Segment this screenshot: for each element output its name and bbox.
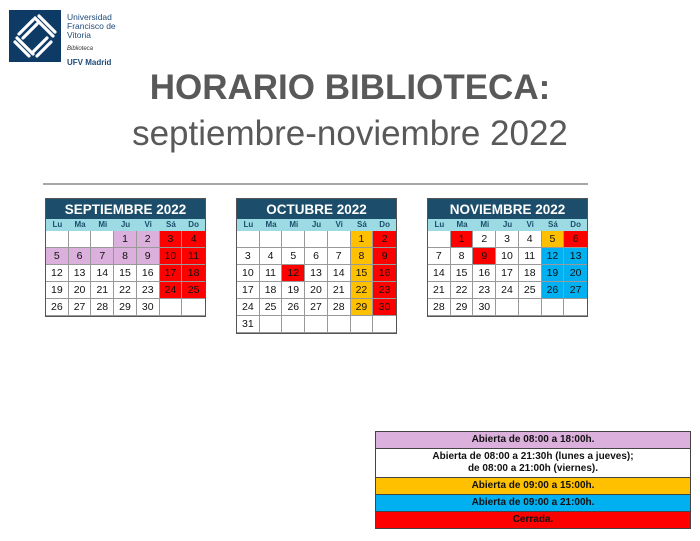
day-cell: 11 <box>260 265 283 282</box>
legend-item-white <box>376 449 690 478</box>
day-cell: 1 <box>114 231 137 248</box>
legend-item-purple <box>376 432 690 449</box>
empty-day-cell <box>351 316 374 333</box>
day-cell: 19 <box>542 265 565 282</box>
empty-day-cell <box>542 299 565 316</box>
empty-day-cell <box>328 231 351 248</box>
day-cell: 23 <box>473 282 496 299</box>
empty-day-cell <box>496 299 519 316</box>
day-cell: 13 <box>305 265 328 282</box>
weekday-header: Ma <box>69 219 92 231</box>
calendar-october <box>236 198 397 334</box>
weekday-header: Lu <box>237 219 260 231</box>
day-cell: 17 <box>237 282 260 299</box>
weekday-header: Sá <box>351 219 374 231</box>
weekday-header: Ju <box>496 219 519 231</box>
day-cell: 13 <box>564 248 587 265</box>
day-cell: 9 <box>473 248 496 265</box>
calendar-title: OCTUBRE 2022 <box>237 199 396 219</box>
calendar-title: NOVIEMBRE 2022 <box>428 199 587 219</box>
day-cell: 7 <box>428 248 451 265</box>
weekday-header: Mi <box>473 219 496 231</box>
day-cell: 6 <box>564 231 587 248</box>
weekday-header: Do <box>564 219 587 231</box>
day-cell: 3 <box>496 231 519 248</box>
day-cell: 26 <box>542 282 565 299</box>
day-cell: 31 <box>237 316 260 333</box>
day-cell: 20 <box>305 282 328 299</box>
day-cell: 16 <box>137 265 160 282</box>
day-cell: 20 <box>564 265 587 282</box>
day-cell: 1 <box>351 231 374 248</box>
empty-day-cell <box>91 231 114 248</box>
day-cell: 16 <box>473 265 496 282</box>
day-cell: 28 <box>328 299 351 316</box>
day-cell: 29 <box>114 299 137 316</box>
day-cell: 11 <box>182 248 205 265</box>
day-cell: 24 <box>160 282 183 299</box>
legend-text: Abierta de 09:00 a 21:00h. <box>471 497 595 508</box>
day-cell: 7 <box>328 248 351 265</box>
day-cell: 25 <box>182 282 205 299</box>
day-cell: 29 <box>351 299 374 316</box>
university-name <box>67 13 116 67</box>
day-cell: 27 <box>305 299 328 316</box>
day-cell: 5 <box>282 248 305 265</box>
day-cell: 22 <box>451 282 474 299</box>
day-cell: 18 <box>260 282 283 299</box>
title-divider <box>43 183 588 185</box>
calendar-grid <box>46 219 205 316</box>
day-cell: 14 <box>91 265 114 282</box>
day-cell: 29 <box>451 299 474 316</box>
weekday-header: Vi <box>519 219 542 231</box>
weekday-header: Ma <box>260 219 283 231</box>
weekday-header: Sá <box>542 219 565 231</box>
day-cell: 3 <box>160 231 183 248</box>
legend-text: Abierta de 08:00 a 18:00h. <box>471 434 595 445</box>
empty-day-cell <box>373 316 396 333</box>
day-cell: 24 <box>496 282 519 299</box>
day-cell: 18 <box>182 265 205 282</box>
day-cell: 27 <box>564 282 587 299</box>
empty-day-cell <box>519 299 542 316</box>
day-cell: 21 <box>328 282 351 299</box>
day-cell: 5 <box>542 231 565 248</box>
day-cell: 26 <box>46 299 69 316</box>
day-cell: 6 <box>305 248 328 265</box>
logo-line-1: Universidad <box>67 12 112 22</box>
empty-day-cell <box>564 299 587 316</box>
day-cell: 30 <box>137 299 160 316</box>
day-cell: 11 <box>519 248 542 265</box>
logo-biblioteca: Biblioteca <box>67 46 94 52</box>
day-cell: 27 <box>69 299 92 316</box>
legend-text: Abierta de 09:00 a 15:00h. <box>471 480 595 491</box>
empty-day-cell <box>328 316 351 333</box>
calendar-grid <box>237 219 396 333</box>
empty-day-cell <box>305 231 328 248</box>
day-cell: 14 <box>428 265 451 282</box>
day-cell: 4 <box>260 248 283 265</box>
day-cell: 8 <box>351 248 374 265</box>
day-cell: 12 <box>46 265 69 282</box>
day-cell: 28 <box>91 299 114 316</box>
day-cell: 28 <box>428 299 451 316</box>
weekday-header: Lu <box>428 219 451 231</box>
weekday-header: Ju <box>114 219 137 231</box>
logo-line-2: Francisco de <box>67 21 116 31</box>
empty-day-cell <box>182 299 205 316</box>
day-cell: 13 <box>69 265 92 282</box>
day-cell: 22 <box>351 282 374 299</box>
day-cell: 17 <box>160 265 183 282</box>
calendar-november <box>427 198 588 317</box>
day-cell: 19 <box>282 282 305 299</box>
empty-day-cell <box>69 231 92 248</box>
day-cell: 26 <box>282 299 305 316</box>
day-cell: 9 <box>373 248 396 265</box>
day-cell: 30 <box>373 299 396 316</box>
empty-day-cell <box>237 231 260 248</box>
weekday-header: Ju <box>305 219 328 231</box>
day-cell: 15 <box>114 265 137 282</box>
empty-day-cell <box>282 231 305 248</box>
day-cell: 30 <box>473 299 496 316</box>
ufv-logo-icon <box>9 10 61 62</box>
day-cell: 2 <box>137 231 160 248</box>
day-cell: 24 <box>237 299 260 316</box>
empty-day-cell <box>428 231 451 248</box>
day-cell: 12 <box>542 248 565 265</box>
legend-text-2: de 08:00 a 21:00h (viernes). <box>467 463 599 474</box>
day-cell: 21 <box>91 282 114 299</box>
weekday-header: Vi <box>137 219 160 231</box>
empty-day-cell <box>305 316 328 333</box>
logo-line-3: Vitoria <box>67 30 91 40</box>
calendar-title: SEPTIEMBRE 2022 <box>46 199 205 219</box>
weekday-header: Mi <box>282 219 305 231</box>
weekday-header: Vi <box>328 219 351 231</box>
weekday-header: Mi <box>91 219 114 231</box>
day-cell: 20 <box>69 282 92 299</box>
day-cell: 12 <box>282 265 305 282</box>
day-cell: 23 <box>373 282 396 299</box>
day-cell: 15 <box>451 265 474 282</box>
empty-day-cell <box>260 316 283 333</box>
legend-text: Abierta de 08:00 a 21:30h (lunes a jueves); <box>432 451 634 462</box>
day-cell: 25 <box>519 282 542 299</box>
day-cell: 9 <box>137 248 160 265</box>
logo-ufv-madrid: UFV Madrid <box>67 58 112 67</box>
day-cell: 23 <box>137 282 160 299</box>
weekday-header: Do <box>182 219 205 231</box>
woven-pattern-icon <box>9 10 61 62</box>
day-cell: 22 <box>114 282 137 299</box>
day-cell: 2 <box>473 231 496 248</box>
day-cell: 16 <box>373 265 396 282</box>
weekday-header: Lu <box>46 219 69 231</box>
legend <box>375 431 691 529</box>
day-cell: 10 <box>496 248 519 265</box>
day-cell: 25 <box>260 299 283 316</box>
day-cell: 1 <box>451 231 474 248</box>
weekday-header: Sá <box>160 219 183 231</box>
day-cell: 8 <box>114 248 137 265</box>
day-cell: 6 <box>69 248 92 265</box>
empty-day-cell <box>160 299 183 316</box>
day-cell: 15 <box>351 265 374 282</box>
weekday-header: Do <box>373 219 396 231</box>
legend-item-blue <box>376 495 690 512</box>
day-cell: 3 <box>237 248 260 265</box>
day-cell: 10 <box>160 248 183 265</box>
legend-text: Cerrada. <box>512 514 554 525</box>
day-cell: 8 <box>451 248 474 265</box>
day-cell: 7 <box>91 248 114 265</box>
day-cell: 17 <box>496 265 519 282</box>
day-cell: 21 <box>428 282 451 299</box>
day-cell: 10 <box>237 265 260 282</box>
day-cell: 19 <box>46 282 69 299</box>
day-cell: 18 <box>519 265 542 282</box>
day-cell: 2 <box>373 231 396 248</box>
page-subtitle: septiembre-noviembre 2022 <box>132 114 568 153</box>
day-cell: 4 <box>182 231 205 248</box>
empty-day-cell <box>46 231 69 248</box>
day-cell: 5 <box>46 248 69 265</box>
page-title: HORARIO BIBLIOTECA: <box>149 68 551 107</box>
legend-item-orange <box>376 478 690 495</box>
empty-day-cell <box>282 316 305 333</box>
day-cell: 4 <box>519 231 542 248</box>
weekday-header: Ma <box>451 219 474 231</box>
calendar-grid <box>428 219 587 316</box>
calendar-september <box>45 198 206 317</box>
day-cell: 14 <box>328 265 351 282</box>
legend-item-red <box>376 512 690 528</box>
empty-day-cell <box>260 231 283 248</box>
